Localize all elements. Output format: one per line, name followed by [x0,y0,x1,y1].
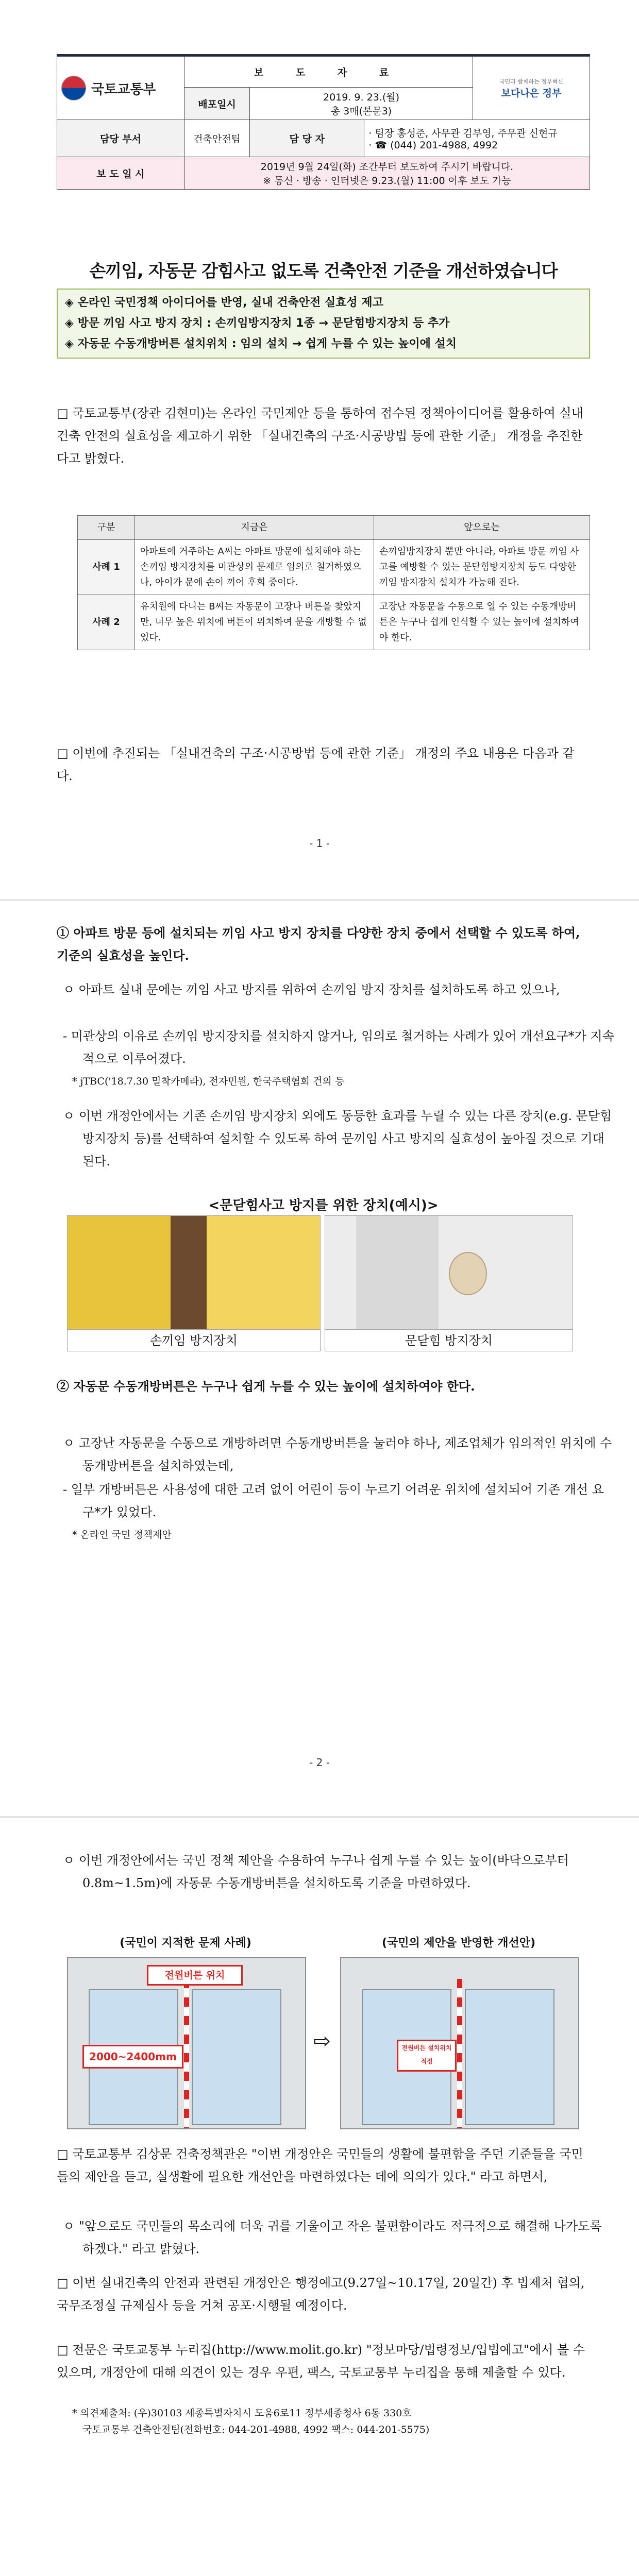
section-1-detail: - 미관상의 이유로 손끼임 방지장치를 설치하지 않거나, 임의로 철거하는 사례가 있어 개선요구*가 지속적으로 이루어졌다. [63,1029,614,1066]
dept-name: 건축안전팀 [184,120,250,157]
col-header: 구분 [78,516,135,540]
arrow-right-icon: ⇨ [313,2029,331,2053]
door-diagram-improved [340,1957,579,2129]
section-1-point-2: ㅇ 이번 개정안에서는 기존 손끼임 방지장치 외에도 동등한 효과를 누릴 수 있는 다른 장치(e.g. 문닫힘 방지장치 등)를 선택하여 설치할 수 있도록 하여 문끼임 사고 방지의 실효성이 높아질 것으로 기대된다. [63,1109,612,1168]
headline: 손끼임, 자동문 감힘사고 없도록 건축안전 기준을 개선하였습니다 [89,261,558,281]
embargo-label: 보 도 일 시 [57,157,184,190]
page-number: - 2 - [309,1756,330,1769]
table-row: 사례 2 유치원에 다니는 B씨는 자동문이 고장나 버튼을 찾았지만, 너무 높은 위치에 버튼이 위치하여 문을 개방할 수 없었다. 고장난 자동문을 수동으로 열 수 있는 수동개방버튼은 누구나 쉽게 인식할 수 있는 높이에 설치하여야 한다. [78,595,590,650]
diagram-right-title: (국민의 제안을 반영한 개선안) [381,1937,536,1950]
button-position-ok-label: 전원버튼 설치위치 적정 [397,2040,457,2072]
page-3 [0,1818,639,2576]
intro-paragraph: □ 국토교통부(장관 김현미)는 온라인 국민제안 등을 통하여 접수된 정책아이디어를 활용하여 실내 건축 안전의 실효성을 제고하기 위한 「실내건축의 구조·시공방법 등에 관한 기준」 개정을 추진한다고 밝혔다. [57,406,583,466]
summary-item: ◈ 방문 끼임 사고 방지 장치 : 손끼임방지장치 1종 → 문닫힘방지장치 등 추가 [65,317,450,330]
person-label: 담 당 자 [250,120,364,157]
contact-persons: · 팀장 홍성준, 사무관 김부영, 주무관 신현규 · ☎ (044) 201-4988, 4992 [364,120,590,157]
diagram-left-title: (국민이 지적한 문제 사례) [120,1937,251,1950]
page-number: - 1 - [309,837,330,850]
col-header: 앞으로는 [374,516,590,540]
section-2-point: ㅇ 고장난 자동문을 수동으로 개방하려면 수동개방버튼을 눌러야 하나, 제조업체가 임의적인 위치에 수동개방버튼을 설치하였는데, [63,1436,612,1473]
page-2 [0,901,639,1816]
section-2-note: * 온라인 국민 정책제안 [72,1529,172,1540]
col-header: 지금은 [135,516,374,540]
table-row: 사례 1 아파트에 거주하는 A씨는 아파트 방문에 설치해야 하는 손끼임 방지장치를 미관상의 문제로 임의로 철거하였으나, 아이가 문에 손이 끼어 후회 중이다. 손끼임방지장치 뿐만 아니라, 아파트 방문 끼임 사고를 예방할 수 있는 문닫힘방지장치 등도 다양한 끼임 방지장치 설치가 가능해 진다. [78,540,590,595]
button-position-label: 전원버튼 위치 [147,1965,243,1986]
brand-logo: 국민과 함께하는 정부혁신 보다나은 정부 [473,57,590,120]
summary-box [57,289,590,359]
government-emblem-icon [61,76,86,100]
summary-item: ◈ 자동문 수동개방버튼 설치위치 : 임의 설치 → 쉽게 누를 수 있는 높이에 설치 [65,337,457,350]
photo-caption-2: 문닫힘 방지장치 [325,1330,573,1351]
quote-paragraph: □ 국토교통부 김상문 건축정책관은 "이번 개정안은 국민들의 생활에 불편함을 주던 기준들을 국민들의 제안을 듣고, 실생활에 필요한 개선안을 마련하였다는 데에 의의가 있다." 라고 하면서, [57,2147,583,2184]
section-2-point-2: ㅇ 이번 개정안에서는 국민 정책 제안을 수용하여 누구나 쉽게 누를 수 있는 높이(바닥으로부터 0.8m~1.5m)에 자동문 수동개방버튼을 설치하도록 기준을 마련하였다. [63,1853,569,1890]
dist-label: 배포일시 [184,88,250,120]
photo-title: <문닫힘사고 방지를 위한 장치(예시)> [208,1198,439,1213]
case-table [77,515,590,650]
notice-paragraph: □ 이번 실내건축의 안전과 관련된 개정안은 행정예고(9.27일~10.17일, 20일간) 후 법제처 협의, 국무조정실 규제심사 등을 거쳐 공포·시행될 예정이다. [57,2276,585,2313]
doc-title: 보 도 자 료 [184,57,473,88]
dist-date: 2019. 9. 23.(월) 총 3매(본문3) [250,88,473,120]
section-1-point: ㅇ 아파트 실내 문에는 끼임 사고 방지를 위하여 손끼임 방지 장치를 설치하도록 하고 있으나, [63,982,560,997]
photo-caption-1: 손끼임 방지장치 [67,1330,321,1351]
section-2-title: ② 자동문 수동개방버튼은 누구나 쉽게 누를 수 있는 높이에 설치하여야 한다. [57,1379,475,1394]
full-text-paragraph: □ 전문은 국토교통부 누리집(http://www.molit.go.kr) "정보마당/법령정보/입법예고"에서 볼 수 있으며, 개정안에 대해 의견이 있는 경우 우편, 팩스, 국토교통부 누리집을 통해 제출할 수 있다. [57,2343,585,2380]
section-1-title: ① 아파트 방문 등에 설치되는 끼임 사고 방지 장치를 다양한 장치 중에서 선택할 수 있도록 하여, 기준의 실효성을 높인다. [57,925,580,963]
door-stopper-photo [325,1215,573,1330]
press-header [57,54,590,190]
dept-label: 담당 부서 [57,120,184,157]
page-1 [0,0,639,899]
section-1-note: * jTBC('18.7.30 밀착카메라), 전자민원, 한국주택협회 건의 등 [72,1076,345,1087]
height-label: 2000~2400mm [82,2045,183,2069]
section-2-detail: - 일부 개방버튼은 사용성에 대한 고려 없이 어린이 등이 누르기 어려운 위치에 설치되어 기존 개선 요구*가 있었다. [63,1482,604,1519]
embargo-text: 2019년 9월 24일(화) 조간부터 보도하여 주시기 바랍니다. ※ 통신 · 방송 · 인터넷은 9.23.(월) 11:00 이후 보도 가능 [184,157,590,190]
quote-paragraph-2: ㅇ "앞으로도 국민들의 목소리에 더욱 귀를 기울이고 작은 불편함이라도 적극적으로 해결해 나가도록 하겠다." 라고 밝혔다. [63,2219,602,2256]
section-intro: □ 이번에 추진되는 「실내건축의 구조·시공방법 등에 관한 기준」 개정의 주요 내용은 다음과 같다. [57,746,575,783]
finger-guard-photo [67,1215,321,1330]
contact-line-1: * 의견제출처: (우)30103 세종특별자치시 도움6로11 정부세종청사 6동 330호 [72,2408,412,2419]
contact-line-2: 국토교통부 건축안전팀(전화번호: 044-201-4988, 4992 팩스: 044-201-5575) [82,2424,430,2435]
summary-item: ◈ 온라인 국민정책 아이디어를 반영, 실내 건축안전 실효성 제고 [65,296,383,309]
ministry-name: 국토교통부 [91,81,156,97]
